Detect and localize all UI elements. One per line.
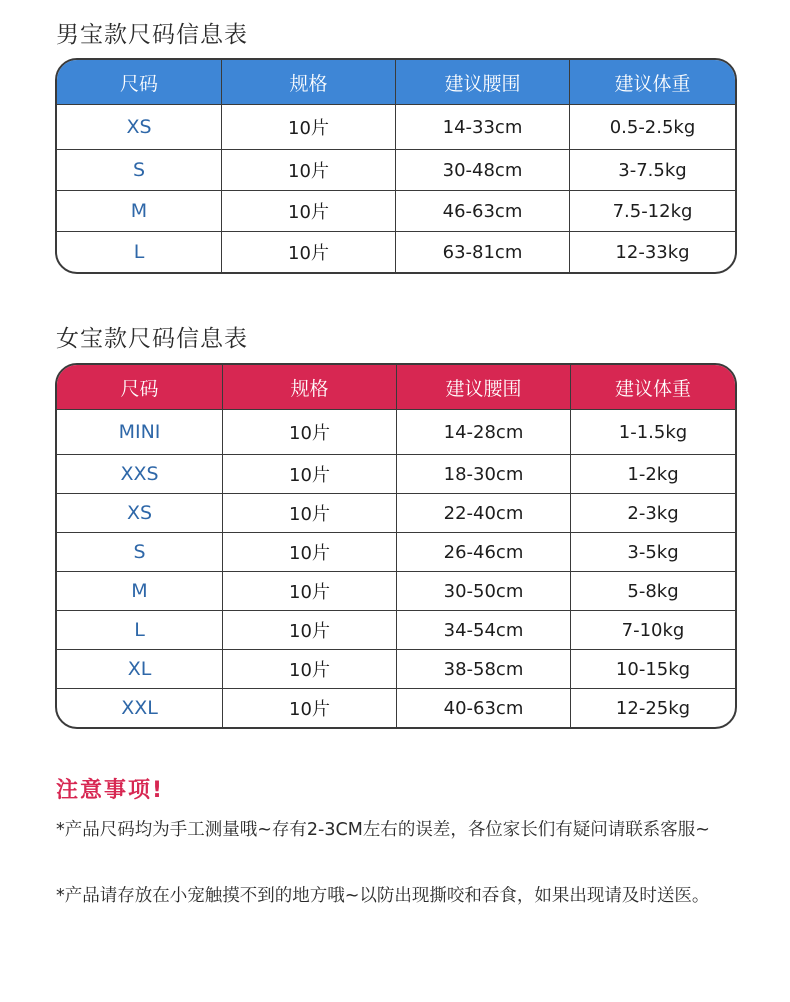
table-row — [57, 689, 735, 727]
spec-cell: 10片 — [222, 150, 396, 191]
table-row — [57, 611, 735, 650]
weight-cell: 2-3kg — [571, 494, 735, 533]
waist-cell: 63-81cm — [396, 232, 570, 272]
size-cell: M — [57, 191, 222, 232]
spec-cell: 10片 — [223, 533, 397, 572]
table-row — [57, 650, 735, 689]
spec-cell: 10片 — [223, 572, 397, 611]
waist-cell: 26-46cm — [397, 533, 571, 572]
size-cell: L — [57, 611, 223, 650]
size-cell: S — [57, 533, 223, 572]
waist-cell: 22-40cm — [397, 494, 571, 533]
weight-cell: 3-7.5kg — [570, 150, 735, 191]
weight-cell: 0.5-2.5kg — [570, 105, 735, 150]
table-row — [57, 572, 735, 611]
header-size: 尺码 — [57, 60, 222, 105]
table-header-row — [57, 60, 735, 105]
table-row — [57, 410, 735, 455]
spec-cell: 10片 — [223, 611, 397, 650]
spec-cell: 10片 — [222, 191, 396, 232]
waist-cell: 46-63cm — [396, 191, 570, 232]
size-cell: XXS — [57, 455, 223, 494]
size-cell: XXL — [57, 689, 223, 727]
waist-cell: 40-63cm — [397, 689, 571, 727]
waist-cell: 38-58cm — [397, 650, 571, 689]
boys-table-title: 男宝款尺码信息表 — [56, 22, 248, 48]
note-text: *产品请存放在小宠触摸不到的地方哦~以防出现撕咬和吞食，如果出现请及时送医。 — [56, 886, 710, 906]
header-weight: 建议体重 — [570, 60, 735, 105]
girls-size-table — [55, 363, 737, 729]
size-cell: XS — [57, 105, 222, 150]
weight-cell: 12-33kg — [615, 241, 690, 263]
header-spec: 规格 — [222, 60, 396, 105]
table-row — [57, 105, 735, 150]
size-cell: M — [57, 572, 223, 611]
table-row — [57, 494, 735, 533]
header-waist: 建议腰围 — [396, 60, 570, 105]
note-text: *产品尺码均为手工测量哦~存有2-3CM左右的误差，各位家长们有疑问请联系客服~ — [56, 820, 710, 840]
table-row — [57, 232, 735, 272]
weight-cell: 7.5-12kg — [570, 191, 735, 232]
waist-cell: 14-33cm — [396, 105, 570, 150]
header-size: 尺码 — [57, 365, 223, 410]
table-row — [57, 533, 735, 572]
header-spec: 规格 — [223, 365, 397, 410]
weight-cell: 1-1.5kg — [571, 410, 735, 455]
table-header-row — [57, 365, 735, 410]
size-cell: XL — [57, 650, 223, 689]
waist-cell: 14-28cm — [397, 410, 571, 455]
waist-cell: 30-48cm — [396, 150, 570, 191]
table-row — [57, 455, 735, 494]
girls-table-title: 女宝款尺码信息表 — [56, 326, 248, 352]
weight-cell: 5-8kg — [571, 572, 735, 611]
size-cell: L — [57, 232, 222, 272]
spec-cell: 10片 — [223, 689, 397, 727]
waist-cell: 30-50cm — [397, 572, 571, 611]
size-cell: XS — [57, 494, 223, 533]
spec-cell: 10片 — [223, 650, 397, 689]
waist-cell: 34-54cm — [397, 611, 571, 650]
waist-cell: 18-30cm — [397, 455, 571, 494]
weight-cell: 3-5kg — [571, 533, 735, 572]
header-weight: 建议体重 — [571, 365, 735, 410]
spec-cell: 10片 — [222, 105, 396, 150]
size-cell: S — [57, 150, 222, 191]
spec-cell: 10片 — [223, 494, 397, 533]
table-row — [57, 150, 735, 191]
size-cell: MINI — [57, 410, 223, 455]
spec-cell: 10片 — [223, 410, 397, 455]
weight-cell: 12-25kg — [615, 697, 691, 719]
weight-cell: 7-10kg — [571, 611, 735, 650]
weight-cell: 10-15kg — [571, 650, 735, 689]
header-waist: 建议腰围 — [397, 365, 571, 410]
spec-cell: 10片 — [222, 232, 396, 272]
notice-title: 注意事项! — [56, 778, 165, 803]
table-row — [57, 191, 735, 232]
boys-size-table — [55, 58, 737, 274]
spec-cell: 10片 — [223, 455, 397, 494]
weight-cell: 1-2kg — [571, 455, 735, 494]
